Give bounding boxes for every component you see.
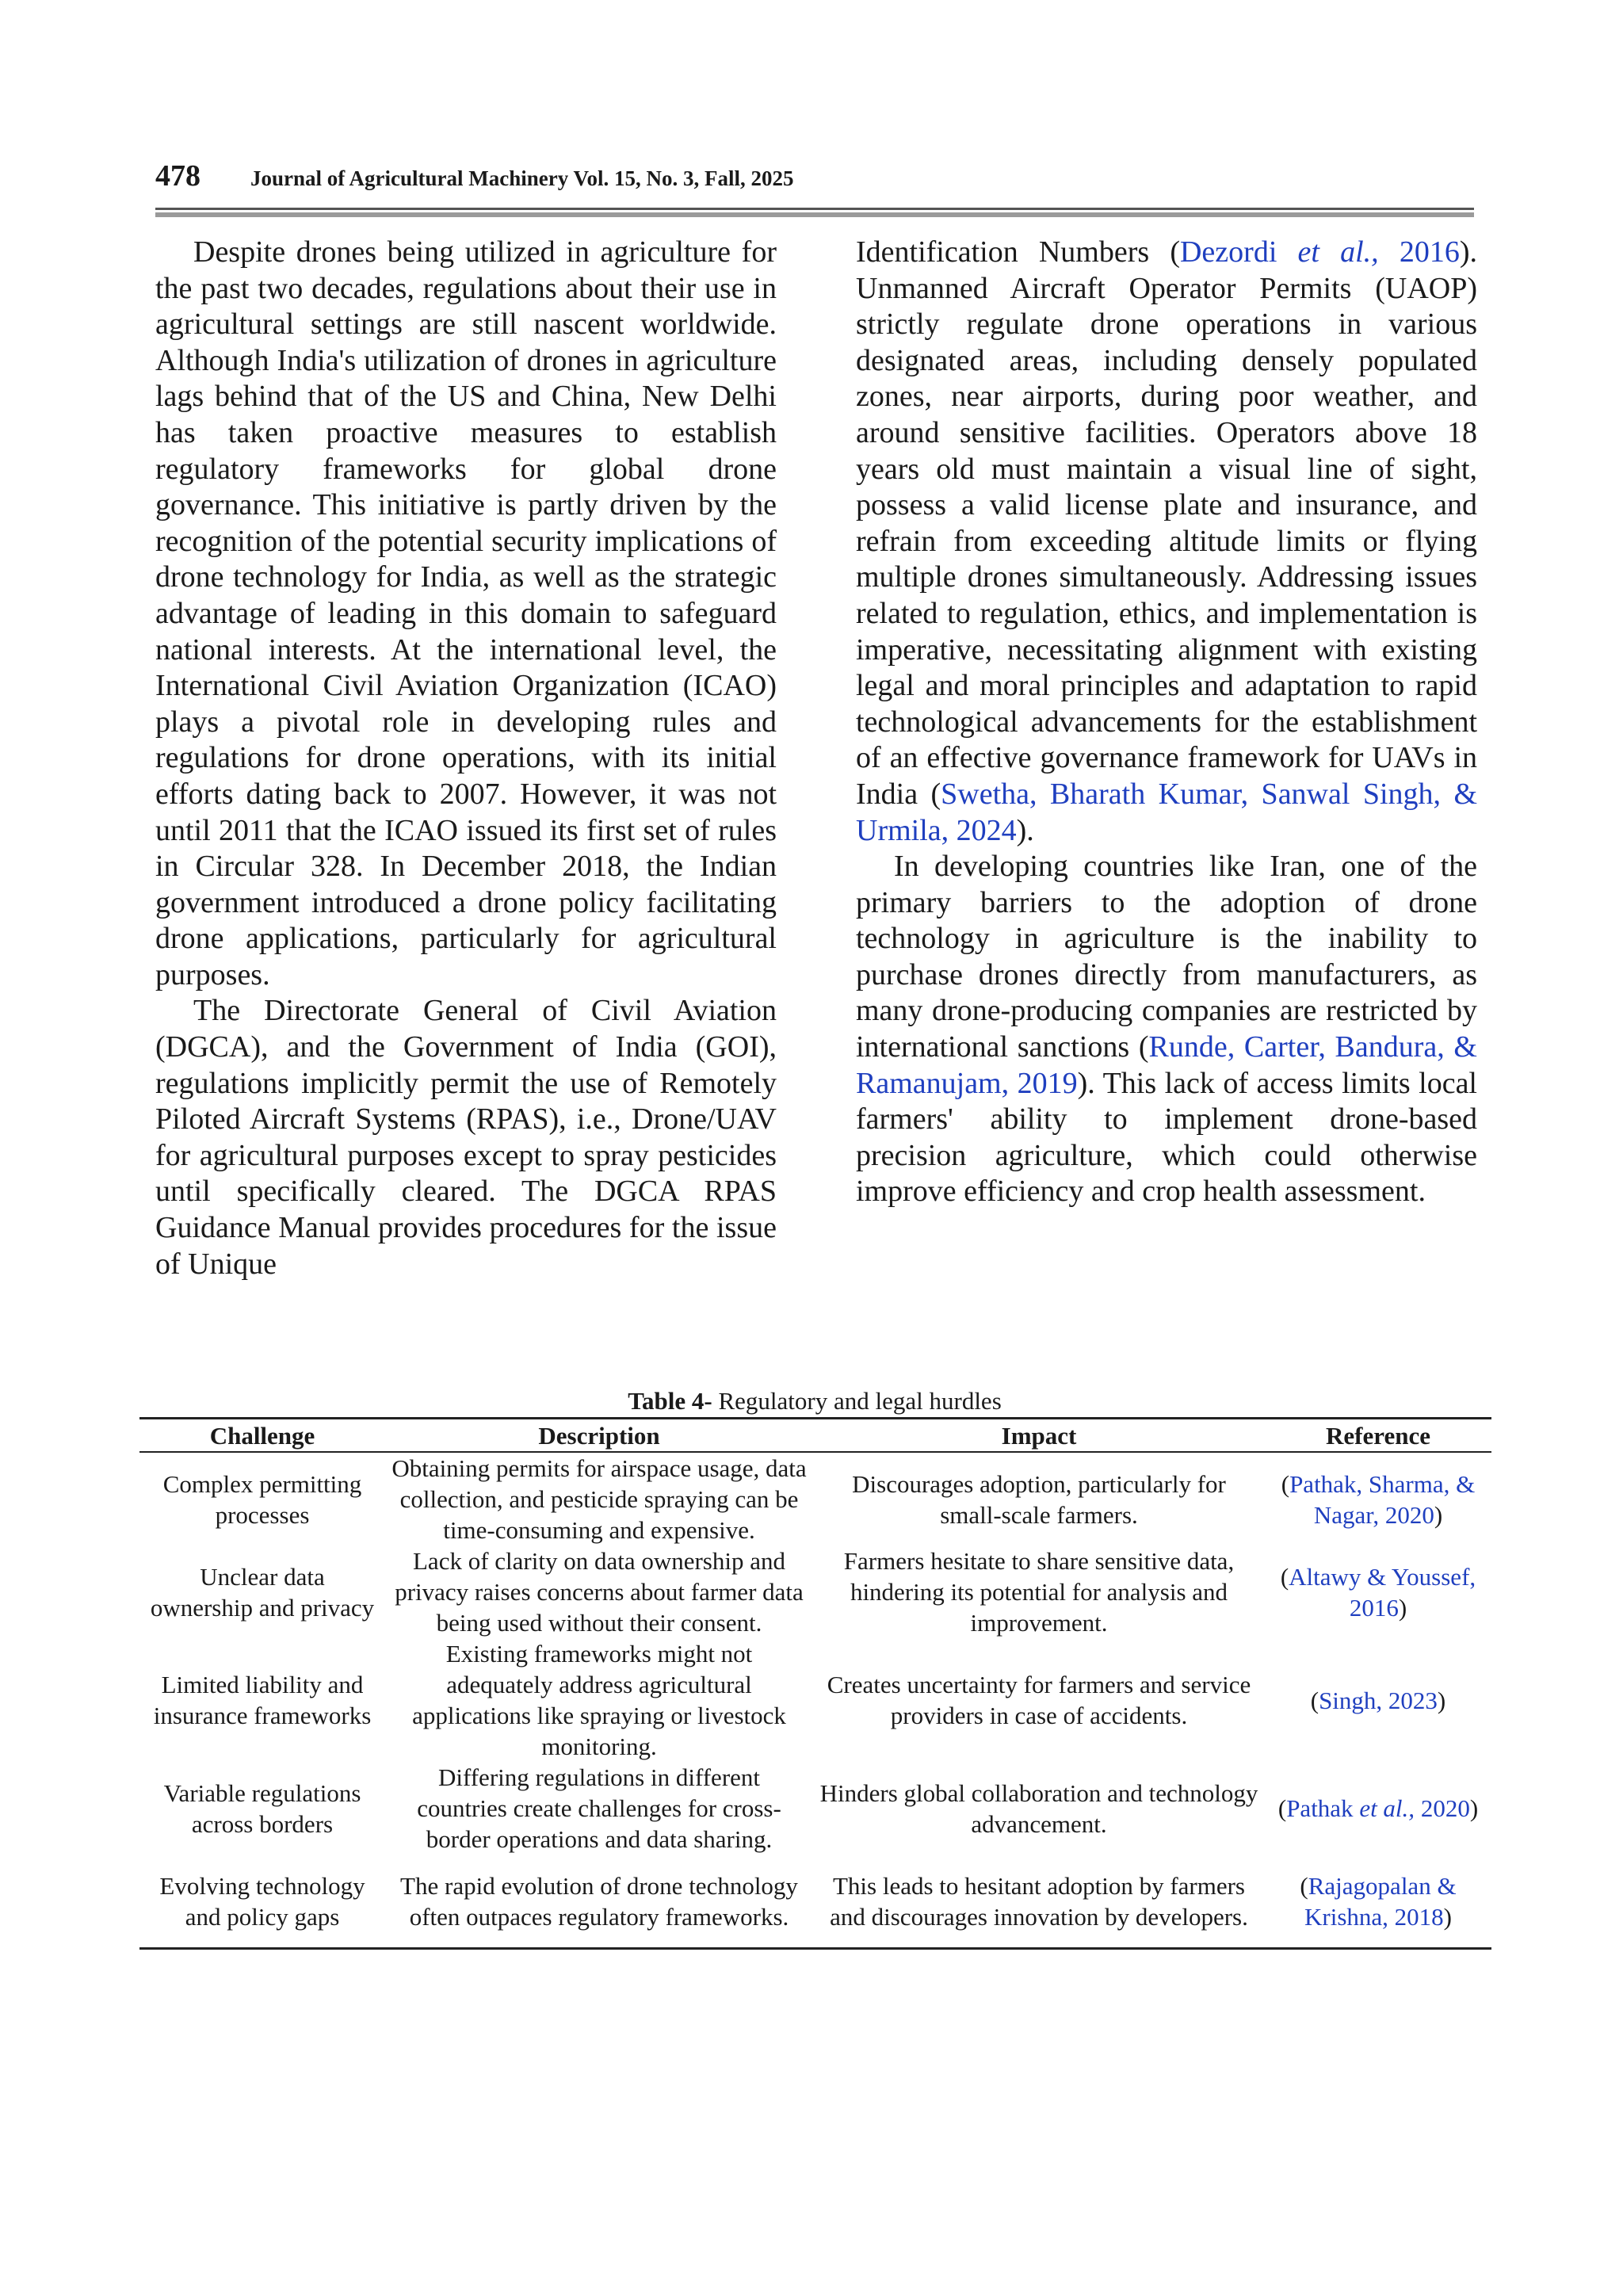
citation-link[interactable]: Runde, Carter, Bandura, & Ramanujam, 2019 (856, 1030, 1477, 1100)
reference-cell (1265, 1452, 1491, 1545)
table-row (139, 1762, 1491, 1855)
left-column (155, 235, 777, 1282)
ref-author: Pathak (1286, 1794, 1360, 1822)
citation-author: Dezordi (1179, 235, 1298, 269)
header-rule-thick (155, 212, 1474, 217)
description-cell: Existing frameworks might not adequately address agricultural applications like spraying or livestock monitoring. (412, 1640, 786, 1760)
table-header-row (139, 1419, 1491, 1453)
impact-cell: Farmers hesitate to share sensitive data, hindering its potential for analysis and improvement. (843, 1547, 1235, 1637)
text-run: Identification Numbers ( (856, 235, 1180, 269)
right-column (856, 235, 1477, 1210)
table-caption (155, 1387, 1474, 1415)
impact-cell: Creates uncertainty for farmers and service providers in case of accidents. (827, 1671, 1251, 1729)
challenge-cell: Variable regulations across borders (163, 1778, 361, 1838)
citation-etal: et al., (1297, 235, 1379, 269)
column-header: Reference (1265, 1419, 1491, 1453)
paren: ( (1280, 1562, 1289, 1591)
text-run: ). (1016, 813, 1034, 847)
ref-year: 2020 (1415, 1794, 1470, 1822)
header-rule-thin (155, 208, 1474, 210)
page-number: 478 (155, 159, 200, 193)
left-paragraph-1: Despite drones being utilized in agriculture for the past two decades, regulations about their use in agricultural settings are still nascent worldwide. Although India's utilization of drones in agriculture lags behind that of the US and China, New Delhi has taken proactive measures to establish regulatory frameworks for global drone governance. This initiative is partly driven by the recognition of the potential security implications of drone technology for India, as well as the strategic advantage of leading in this domain to safeguard national interests. At the international level, the International Civil Aviation Organization (ICAO) plays a pivotal role in developing rules and regulations for drone operations, with its initial efforts dating back to 2007. However, it was not until 2011 that the ICAO issued its first set of rules in Circular 328. In December 2018, the Indian government introduced a drone policy facilitating drone applications, particularly for agricultural purposes. (155, 235, 777, 991)
paren: ( (1300, 1871, 1308, 1900)
right-paragraph-1 (856, 235, 1477, 849)
text-run: In developing countries like Iran, one of the primary barriers to the adoption of drone technology in agriculture is the inability to purchase drones directly from manufacturers, as many drone-producing companies are restricted by international sanctions ( (856, 850, 1477, 1064)
paren: ) (1437, 1686, 1446, 1714)
column-header: Impact (813, 1419, 1265, 1453)
citation-link[interactable]: Swetha, Bharath Kumar, Sanwal Singh, & Urmila, 2024 (856, 777, 1477, 847)
reference-link[interactable]: Altawy & Youssef, 2016 (1289, 1562, 1476, 1622)
reference-link[interactable]: Pathak, Sharma, & Nagar, 2020 (1289, 1469, 1476, 1529)
reference-cell (1265, 1638, 1491, 1762)
impact-cell: This leads to hesitant adoption by farmers and discourages innovation by developers. (813, 1855, 1265, 1949)
reference-cell (1265, 1855, 1491, 1949)
description-cell: The rapid evolution of drone technology often outpaces regulatory frameworks. (385, 1855, 813, 1949)
reference-link[interactable]: Singh, 2023 (1319, 1686, 1438, 1714)
text-run: ). This lack of access limits local farmers' ability to implement drone-based precision agriculture, which could otherwise improve efficiency and crop health assessment. (856, 1066, 1477, 1209)
citation-year: 2016 (1378, 235, 1460, 269)
paren: ( (1277, 1794, 1287, 1822)
reference-link[interactable] (1286, 1794, 1470, 1822)
reference-cell (1265, 1545, 1491, 1638)
paren: ) (1398, 1593, 1407, 1622)
challenge-cell: Evolving technology and policy gaps (139, 1855, 385, 1949)
challenge-cell: Unclear data ownership and privacy (150, 1562, 375, 1622)
column-header: Description (385, 1419, 813, 1453)
table-row (139, 1452, 1491, 1545)
regulatory-hurdles-table (139, 1417, 1491, 1950)
description-cell: Differing regulations in different countries create challenges for cross-border operations and data sharing. (417, 1763, 781, 1853)
caption-label: Table 4- (628, 1387, 712, 1415)
citation-link[interactable] (1180, 235, 1460, 269)
table-row (139, 1638, 1491, 1762)
column-header: Challenge (139, 1419, 385, 1453)
impact-cell: Discourages adoption, particularly for small-scale farmers. (852, 1469, 1226, 1529)
left-paragraph-2: The Directorate General of Civil Aviation (DGCA), and the Government of India (GOI), regulations implicitly permit the use of Remotely Piloted Aircraft Systems (RPAS), i.e., Drone/UAV for agricultural purposes except to spray pesticides until specifically cleared. The DGCA RPAS Guidance Manual provides procedures for the issue of Unique (155, 994, 777, 1281)
ref-etal: et al., (1359, 1794, 1415, 1822)
running-header (155, 159, 1474, 197)
challenge-cell: Complex permitting processes (162, 1469, 362, 1529)
challenge-cell: Limited liability and insurance frameworks (153, 1671, 372, 1729)
table-row (139, 1855, 1491, 1949)
text-run: ). Unmanned Aircraft Operator Permits (UAOP) strictly regulate drone operations in various designated areas, including densely populated zones, near airports, during poor weather, and around sensitive facilities. Operators above 18 years old must maintain a visual line of sight, possess a valid license plate and insurance, and refrain from exceeding altitude limits or flying multiple drones simultaneously. Addressing issues related to regulation, ethics, and implementation is imperative, necessitating alignment with existing legal and moral principles and adaptation to rapid technological advancements for the establishment of an effective governance framework for UAVs in India ( (856, 235, 1478, 811)
description-cell: Obtaining permits for airspace usage, data collection, and pesticide spraying can be time-consuming and expensive. (391, 1454, 807, 1544)
description-cell: Lack of clarity on data ownership and privacy raises concerns about farmer data being used without their consent. (395, 1547, 804, 1637)
paren: ) (1434, 1500, 1443, 1529)
paren: ) (1443, 1902, 1452, 1931)
journal-title: Journal of Agricultural Machinery Vol. 15, No. 3, Fall, 2025 (250, 166, 794, 190)
reference-cell (1265, 1762, 1491, 1855)
impact-cell: Hinders global collaboration and technology advancement. (819, 1778, 1258, 1838)
caption-text: Regulatory and legal hurdles (712, 1387, 1002, 1415)
right-paragraph-2 (856, 849, 1477, 1210)
paren: ) (1469, 1794, 1479, 1822)
table-row (139, 1545, 1491, 1638)
paren: ( (1310, 1686, 1319, 1714)
reference-link[interactable]: Rajagopalan & Krishna, 2018 (1304, 1871, 1457, 1931)
paren: ( (1281, 1469, 1290, 1498)
